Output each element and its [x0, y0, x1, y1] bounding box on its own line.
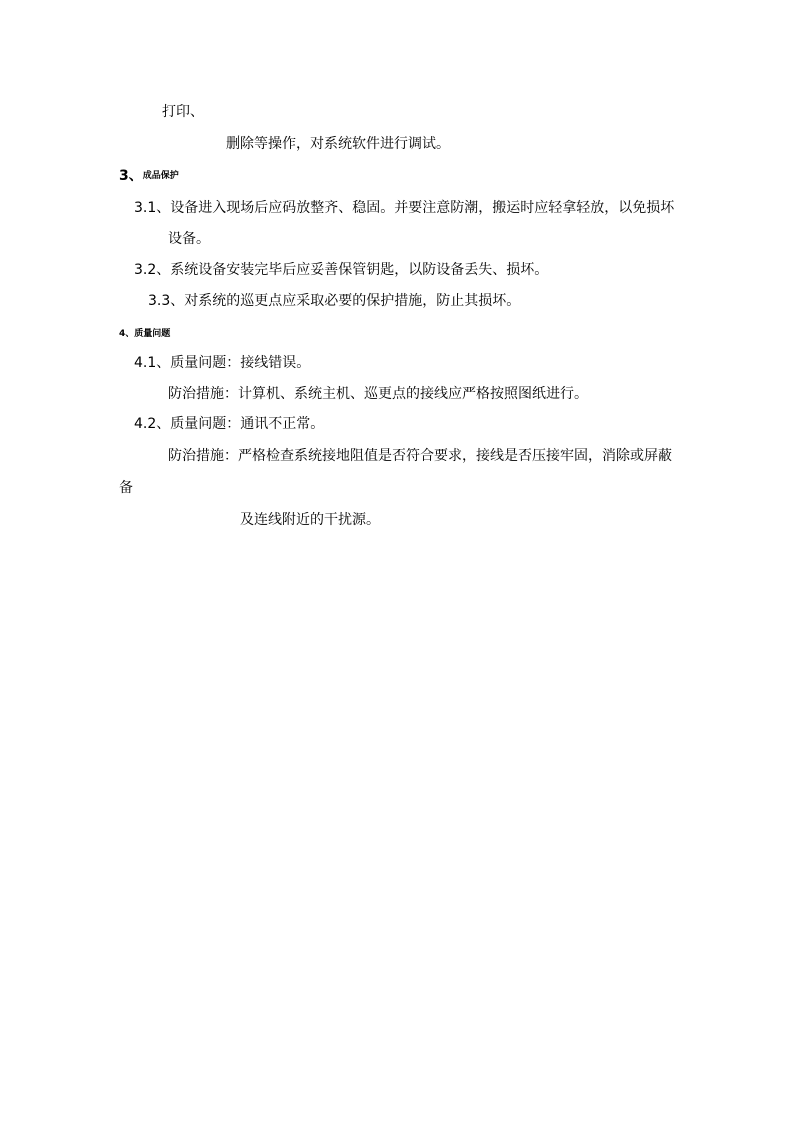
text-line: 打印、: [162, 104, 204, 120]
text-line: 备: [119, 480, 133, 496]
text-line: 设备。: [168, 231, 210, 247]
text-line: 删除等操作，对系统软件进行调试。: [226, 136, 450, 152]
text-line: 防治措施：严格检查系统接地阻值是否符合要求，接线是否压接牢固，消除或屏蔽: [168, 448, 672, 464]
text-line: 3.3、对系统的巡更点应采取必要的保护措施，防止其损坏。: [148, 293, 521, 309]
text-line: 及连线附近的干扰源。: [240, 512, 380, 528]
text-line: 4.1、质量问题：接线错误。: [134, 355, 311, 371]
text-line: 3.1、设备进入现场后应码放整齐、稳固。并要注意防潮，搬运时应轻拿轻放，以免损坏: [134, 200, 675, 216]
text-line: 4.2、质量问题：通讯不正常。: [134, 416, 325, 432]
section-heading-3: [119, 167, 179, 185]
text-line: 防治措施：计算机、系统主机、巡更点的接线应严格按照图纸进行。: [168, 386, 588, 402]
text-line: 3.2、系统设备安装完毕后应妥善保管钥匙，以防设备丢失、损坏。: [134, 262, 549, 278]
section-number: 4、: [119, 329, 135, 339]
section-title: 质量问题: [134, 329, 171, 339]
section-number: 3、: [119, 168, 143, 184]
section-title: 成品保护: [142, 171, 179, 181]
section-heading-4: [119, 323, 170, 343]
